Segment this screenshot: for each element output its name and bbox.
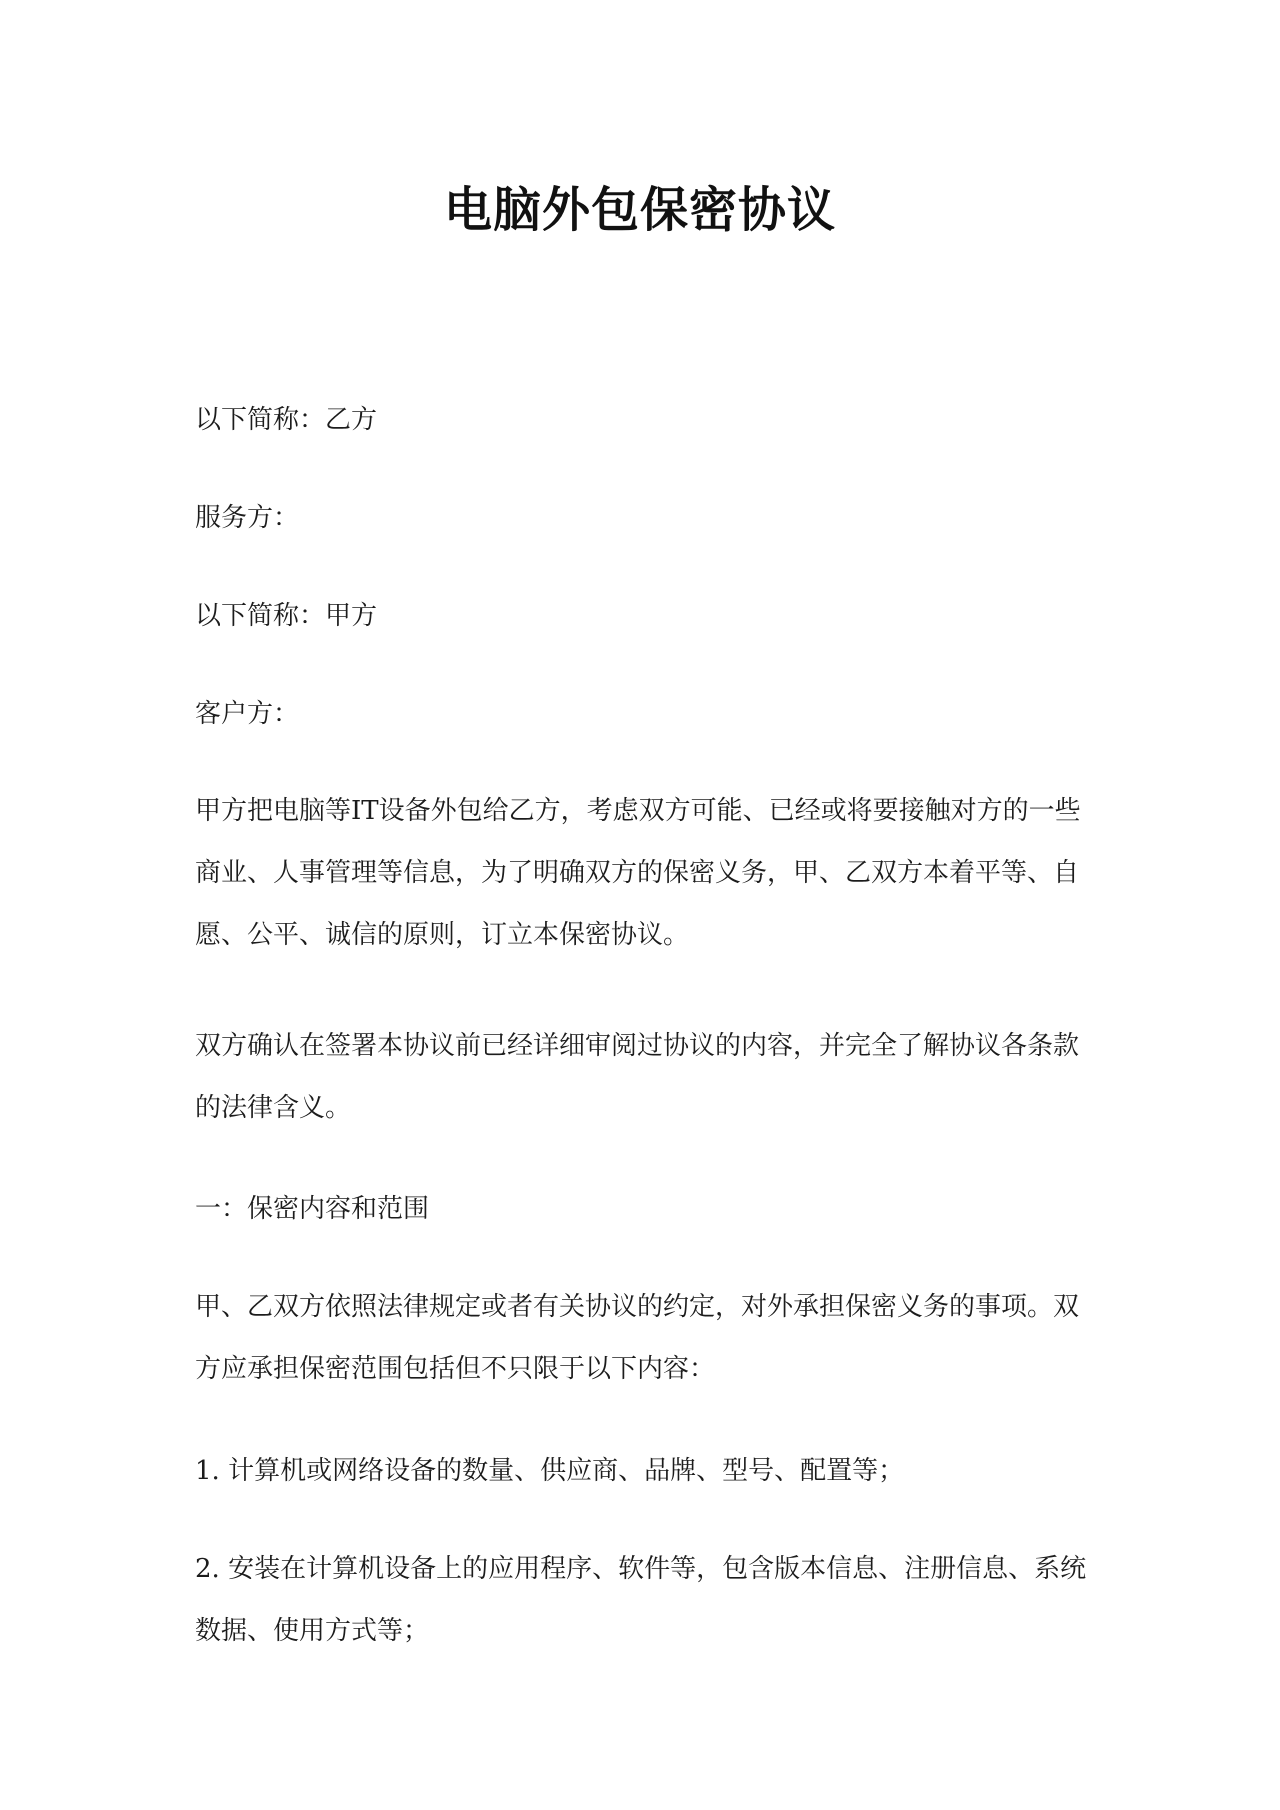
party-b-short-name: 以下简称：乙方 bbox=[195, 405, 378, 435]
scope-item-2: 2. 安装在计算机设备上的应用程序、软件等，包含版本信息、注册信息、系统数据、使用方式等； bbox=[195, 1554, 1087, 1646]
confirmation-paragraph: 双方确认在签署本协议前已经详细审阅过协议的内容，并完全了解协议各条款的法律含义。 bbox=[195, 1031, 1080, 1123]
client-party-label: 客户方： bbox=[195, 699, 300, 729]
service-party-label: 服务方： bbox=[195, 503, 300, 533]
scope-item-1: 1. 计算机或网络设备的数量、供应商、品牌、型号、配置等； bbox=[195, 1456, 905, 1486]
document-title: 电脑外包保密协议 bbox=[443, 182, 836, 238]
party-a-short-name: 以下简称：甲方 bbox=[195, 601, 378, 631]
preamble-paragraph: 甲方把电脑等IT设备外包给乙方，考虑双方可能、已经或将要接触对方的一些商业、人事管理等信息，为了明确双方的保密义务，甲、乙双方本着平等、自愿、公平、诚信的原则，订立本保密协议。 bbox=[195, 796, 1081, 950]
section-heading-scope: 一：保密内容和范围 bbox=[195, 1194, 430, 1224]
scope-intro-paragraph: 甲、乙双方依照法律规定或者有关协议的约定，对外承担保密义务的事项。双方应承担保密范围包括但不只限于以下内容： bbox=[195, 1292, 1080, 1384]
